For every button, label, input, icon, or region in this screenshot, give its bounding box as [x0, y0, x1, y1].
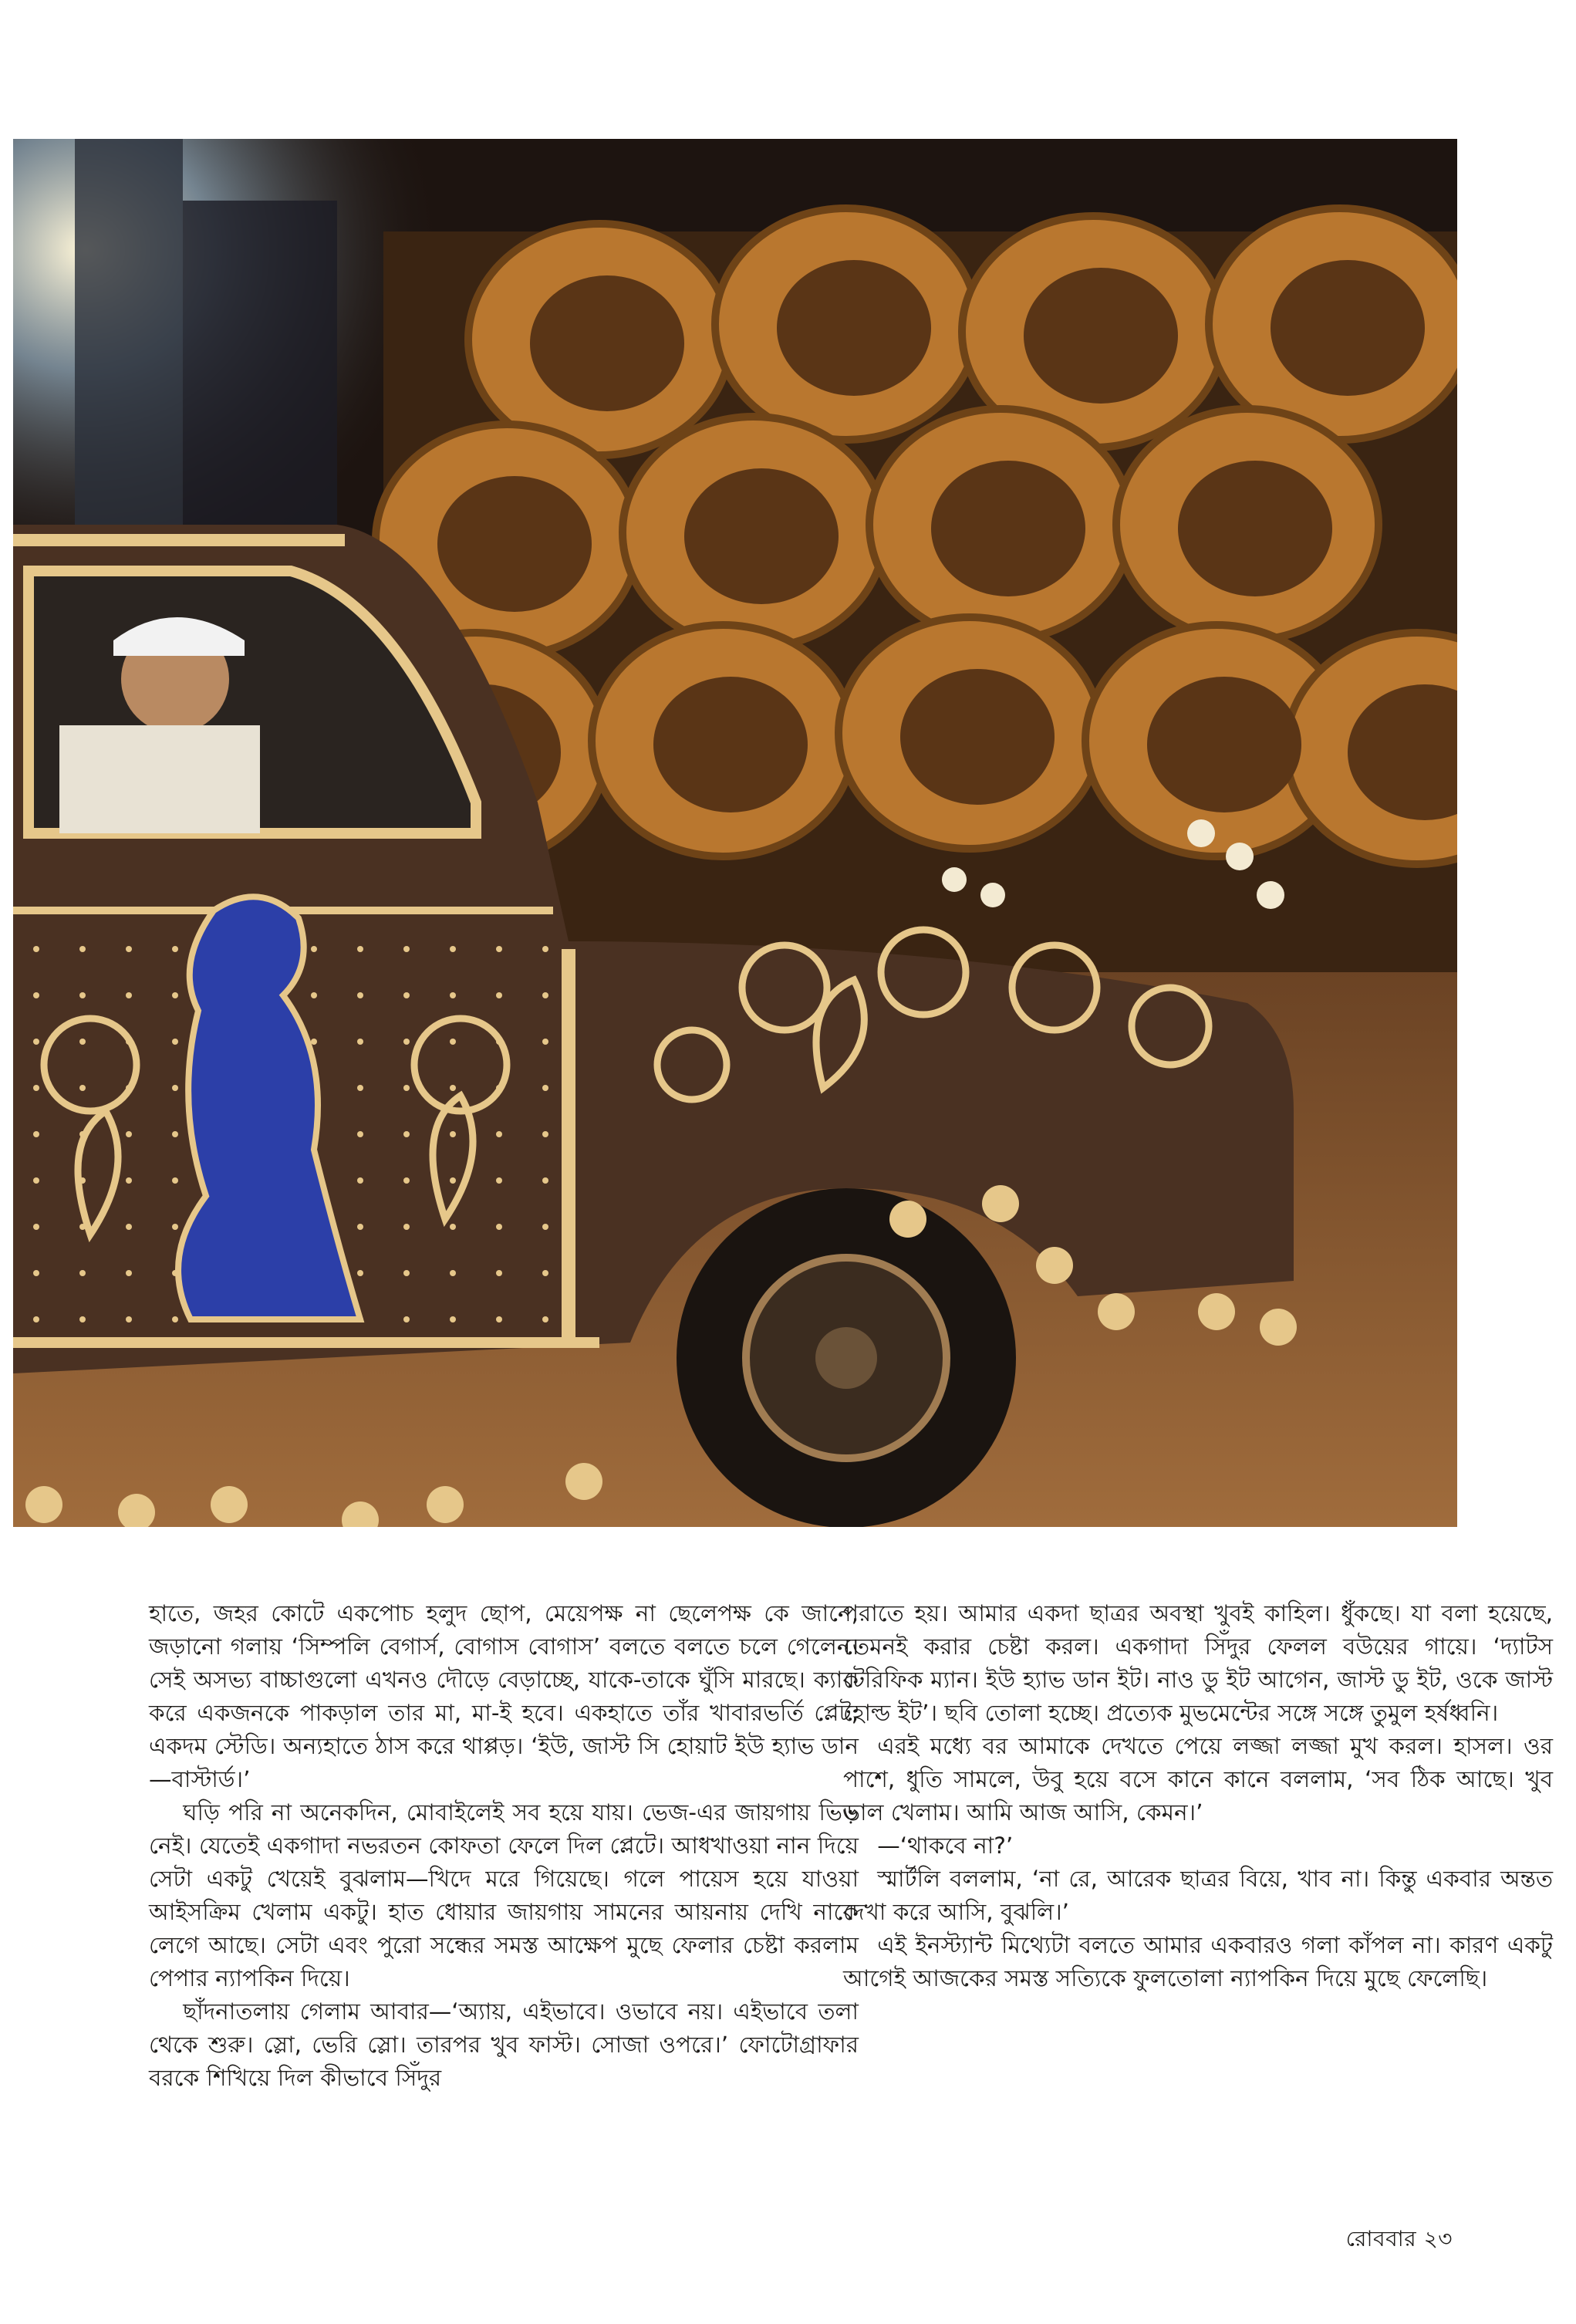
- paragraph: ছাঁদনাতলায় গেলাম আবার—‘অ্যায়, এইভাবে। ওভাবে নয়। এইভাবে তলা থেকে শুরু। স্লো, ভেরি স্লো। তারপর খুব ফাস্ট। সোজা ওপরে।’ ফোটোগ্রাফার বরকে শিখিয়ে দিল কীভাবে সিঁদুর: [149, 1998, 859, 2091]
- article-photo: [13, 139, 1457, 1527]
- paragraph: এই ইনস্ট্যান্ট মিথ্যেটা বলতে আমার একবারও গলা কাঁপল না। কারণ একটু আগেই আজকের সমস্ত সত্যিকে ফুলতোলা ন্যাপকিন দিয়ে মুছে ফেলেছি।: [843, 1932, 1553, 1991]
- page-folio: রোববার ২৩: [1345, 2226, 1453, 2251]
- article-column-right: [843, 1597, 1553, 1995]
- paragraph: —‘থাকবে না?’: [877, 1833, 1014, 1859]
- paragraph: এরই মধ্যে বর আমাকে দেখতে পেয়ে লজ্জা লজ্জা মুখ করল। হাসল। ওর পাশে, ধুতি সামলে, উবু হয়ে বসে কানে কানে বললাম, ‘সব ঠিক আছে। খুব ভাল খেলাম। আমি আজ আসি, কেমন।’: [843, 1733, 1553, 1826]
- paragraph: ঘড়ি পরি না অনেকদিন, মোবাইলেই সব হয়ে যায়। ভেজ-এর জায়গায় ভিড় নেই। যেতেই একগাদা নভরতন কোফতা ফেলে দিল প্লেটে। আধখাওয়া নান দিয়ে সেটা একটু খেয়েই বুঝলাম—খিদে মরে গিয়েছে। গলে পায়েস হয়ে যাওয়া আইসক্রিম খেলাম একটু। হাত ধোয়ার জায়গায় সামনের আয়নায় দেখি নাকে লেগে আছে। সেটা এবং পুরো সন্ধের সমস্ত আক্ষেপ মুছে ফেলার চেষ্টা করলাম পেপার ন্যাপকিন দিয়ে।: [149, 1799, 859, 1991]
- paragraph: পরাতে হয়। আমার একদা ছাত্রর অবস্থা খুবই কাহিল। ধুঁকছে। যা বলা হয়েছে, তেমনই করার চেষ্টা করল। একগাদা সিঁদুর ফেলল বউয়ের গায়ে। ‘দ্যাটস টেরিফিক ম্যান। ইউ হ্যাভ ডান ইট। নাও ডু ইট আগেন, জাস্ট ডু ইট, ওকে জাস্ট হোল্ড ইট’। ছবি তোলা হচ্ছে। প্রত্যেক মুভমেন্টের সঙ্গে সঙ্গে তুমুল হর্ষধ্বনি।: [843, 1600, 1553, 1726]
- paragraph: স্মার্টলি বললাম, ‘না রে, আরেক ছাত্রর বিয়ে, খাব না। কিন্তু একবার অন্তত দেখা করে আসি, বুঝলি।’: [843, 1866, 1553, 1925]
- article-column-left: [149, 1597, 859, 2095]
- paragraph: হাতে, জহর কোটে একপোচ হলুদ ছোপ, মেয়েপক্ষ না ছেলেপক্ষ কে জানে, জড়ানো গলায় ‘সিম্পলি বেগার্স, বোগাস বোগাস’ বলতে বলতে চলে গেলেন। সেই অসভ্য বাচ্চাগুলো এখনও দৌড়ে বেড়াচ্ছে, যাকে-তাকে ঘুঁসি মারছে। ক্যাক করে একজনকে পাকড়াল তার মা, মা-ই হবে। একহাতে তাঁর খাবারভর্তি প্লেট, একদম স্টেডি। অন্যহাতে ঠাস করে থাপ্পড়। ‘ইউ, জাস্ট সি হোয়াট ইউ হ্যাভ ডান—বাস্টার্ড।’: [149, 1600, 859, 1792]
- taxi-illustration: [13, 139, 1457, 1527]
